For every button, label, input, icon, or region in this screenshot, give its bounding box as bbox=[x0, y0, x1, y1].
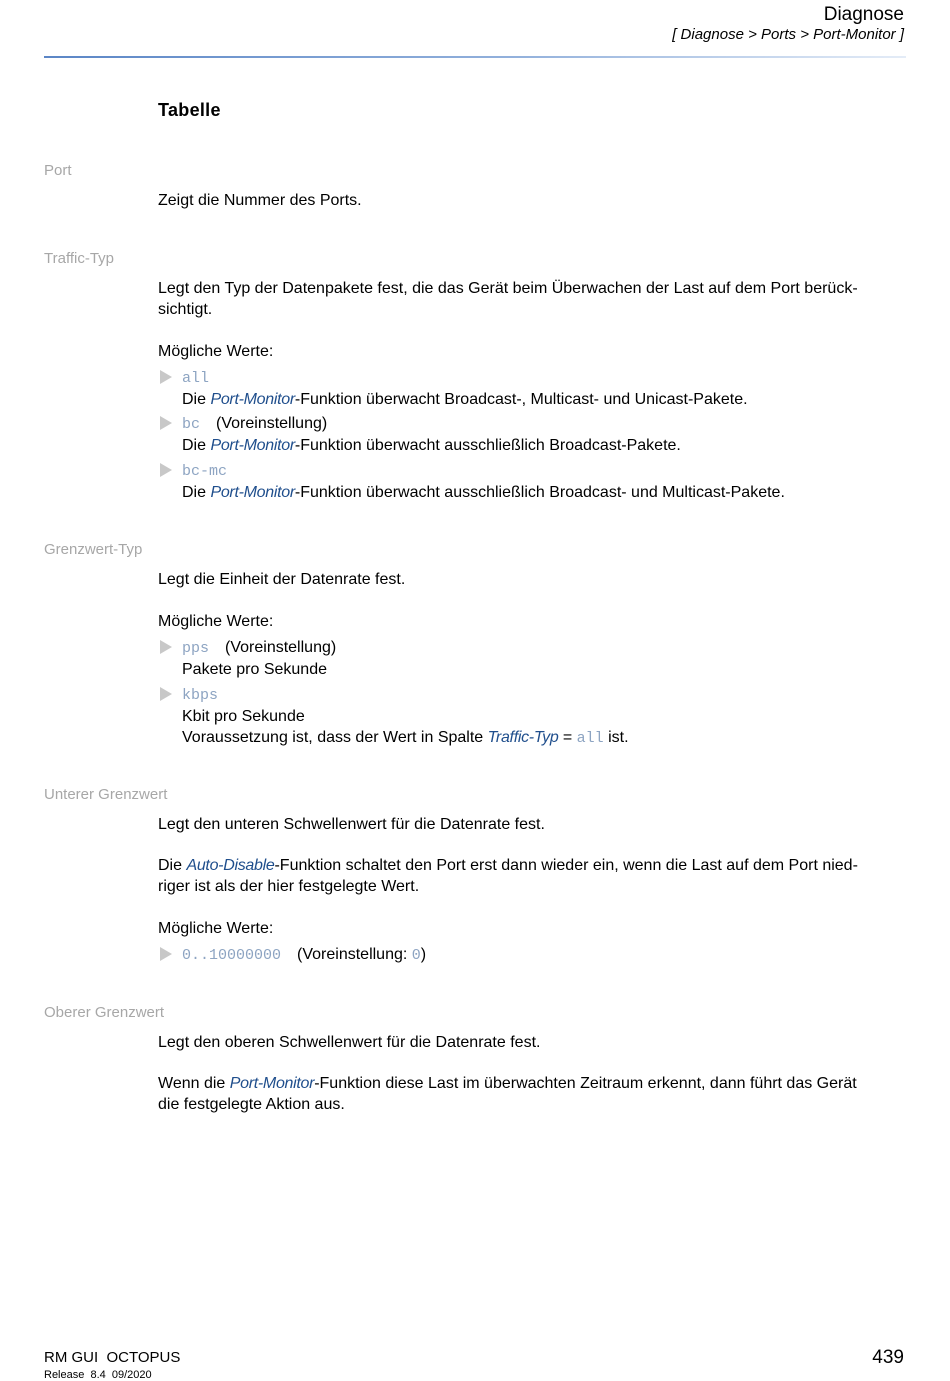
function-reference: Port-Monitor bbox=[210, 437, 295, 454]
traffic-type-description-line1: Legt den Typ der Datenpakete fest, die das Gerät beim Überwachen der Last auf dem Port berück- bbox=[158, 280, 858, 297]
value-code: all bbox=[576, 730, 604, 747]
value-description: Die Port-Monitor-Funktion überwacht ausschließlich Broadcast-Pakete. bbox=[182, 437, 681, 454]
page-number: 439 bbox=[872, 1347, 904, 1368]
breadcrumb: [ Diagnose > Ports > Port-Monitor ] bbox=[672, 26, 904, 43]
lower-threshold-description: Legt den unteren Schwellenwert für die Datenrate fest. bbox=[158, 816, 545, 833]
function-reference: Auto-Disable bbox=[186, 857, 275, 874]
threshold-values-label: Mögliche Werte: bbox=[158, 613, 274, 630]
list-item bbox=[158, 413, 908, 456]
function-reference: Port-Monitor bbox=[210, 484, 295, 501]
header-divider bbox=[44, 56, 906, 58]
lower-threshold-paragraph: Die Auto-Disable-Funktion schaltet den Port erst dann wieder ein, wenn die Last auf dem Port nied- riger ist als der hier festgelegte Wert. bbox=[158, 857, 858, 895]
traffic-type-description bbox=[158, 278, 908, 320]
label-traffic-type: Traffic-Typ bbox=[44, 250, 115, 267]
section-heading: Tabelle bbox=[158, 100, 221, 120]
upper-threshold-paragraph: Wenn die Port-Monitor-Funktion diese Last im überwachten Zeitraum erkennt, dann führt das Gerät die festgelegte Aktion aus. bbox=[158, 1075, 857, 1113]
list-item bbox=[158, 367, 908, 410]
value-code: bc-mc bbox=[182, 463, 228, 480]
function-reference: Port-Monitor bbox=[210, 391, 295, 408]
label-port: Port bbox=[44, 162, 72, 179]
requirement-note: Voraussetzung ist, dass der Wert in Spalte Traffic-Typ = all ist. bbox=[182, 729, 629, 747]
list-item bbox=[158, 944, 908, 966]
footer-document-title: RM GUI OCTOPUS bbox=[44, 1349, 181, 1366]
value-code: pps bbox=[182, 640, 210, 657]
value-description: Kbit pro Sekunde bbox=[182, 708, 305, 725]
default-note: (Voreinstellung) bbox=[216, 415, 328, 432]
threshold-type-description: Legt die Einheit der Datenrate fest. bbox=[158, 571, 406, 588]
lower-values-label: Mögliche Werte: bbox=[158, 920, 274, 937]
value-range: 0..10000000 bbox=[182, 947, 282, 964]
list-item bbox=[158, 637, 908, 680]
label-threshold-type: Grenzwert-Typ bbox=[44, 541, 143, 558]
triangle-bullet-icon bbox=[160, 947, 172, 961]
column-reference: Traffic-Typ bbox=[487, 729, 559, 746]
label-upper-threshold: Oberer Grenzwert bbox=[44, 1004, 165, 1021]
triangle-bullet-icon bbox=[160, 463, 172, 477]
triangle-bullet-icon bbox=[160, 370, 172, 384]
list-item bbox=[158, 684, 908, 749]
port-description: Zeigt die Nummer des Ports. bbox=[158, 192, 362, 209]
triangle-bullet-icon bbox=[160, 416, 172, 430]
list-item bbox=[158, 460, 908, 503]
value-description: Die Port-Monitor-Funktion überwacht ausschließlich Broadcast- und Multicast-Pakete. bbox=[182, 484, 785, 501]
default-note: (Voreinstellung: 0) bbox=[297, 946, 427, 964]
value-code: kbps bbox=[182, 687, 219, 704]
default-value: 0 bbox=[411, 947, 421, 964]
value-description: Pakete pro Sekunde bbox=[182, 661, 327, 678]
default-note: (Voreinstellung) bbox=[225, 639, 337, 656]
triangle-bullet-icon bbox=[160, 687, 172, 701]
label-lower-threshold: Unterer Grenzwert bbox=[44, 786, 168, 803]
triangle-bullet-icon bbox=[160, 640, 172, 654]
value-code: bc bbox=[182, 416, 201, 433]
function-reference: Port-Monitor bbox=[229, 1075, 315, 1092]
traffic-values-label: Mögliche Werte: bbox=[158, 343, 274, 360]
value-description: Die Port-Monitor-Funktion überwacht Broadcast-, Multicast- und Unicast-Pakete. bbox=[182, 391, 748, 408]
page-header-title: Diagnose bbox=[823, 4, 904, 25]
upper-threshold-description: Legt den oberen Schwellenwert für die Datenrate fest. bbox=[158, 1034, 541, 1051]
footer-release: Release 8.4 09/2020 bbox=[44, 1369, 152, 1381]
value-code: all bbox=[182, 370, 210, 387]
traffic-type-description-line2: sichtigt. bbox=[158, 301, 213, 318]
